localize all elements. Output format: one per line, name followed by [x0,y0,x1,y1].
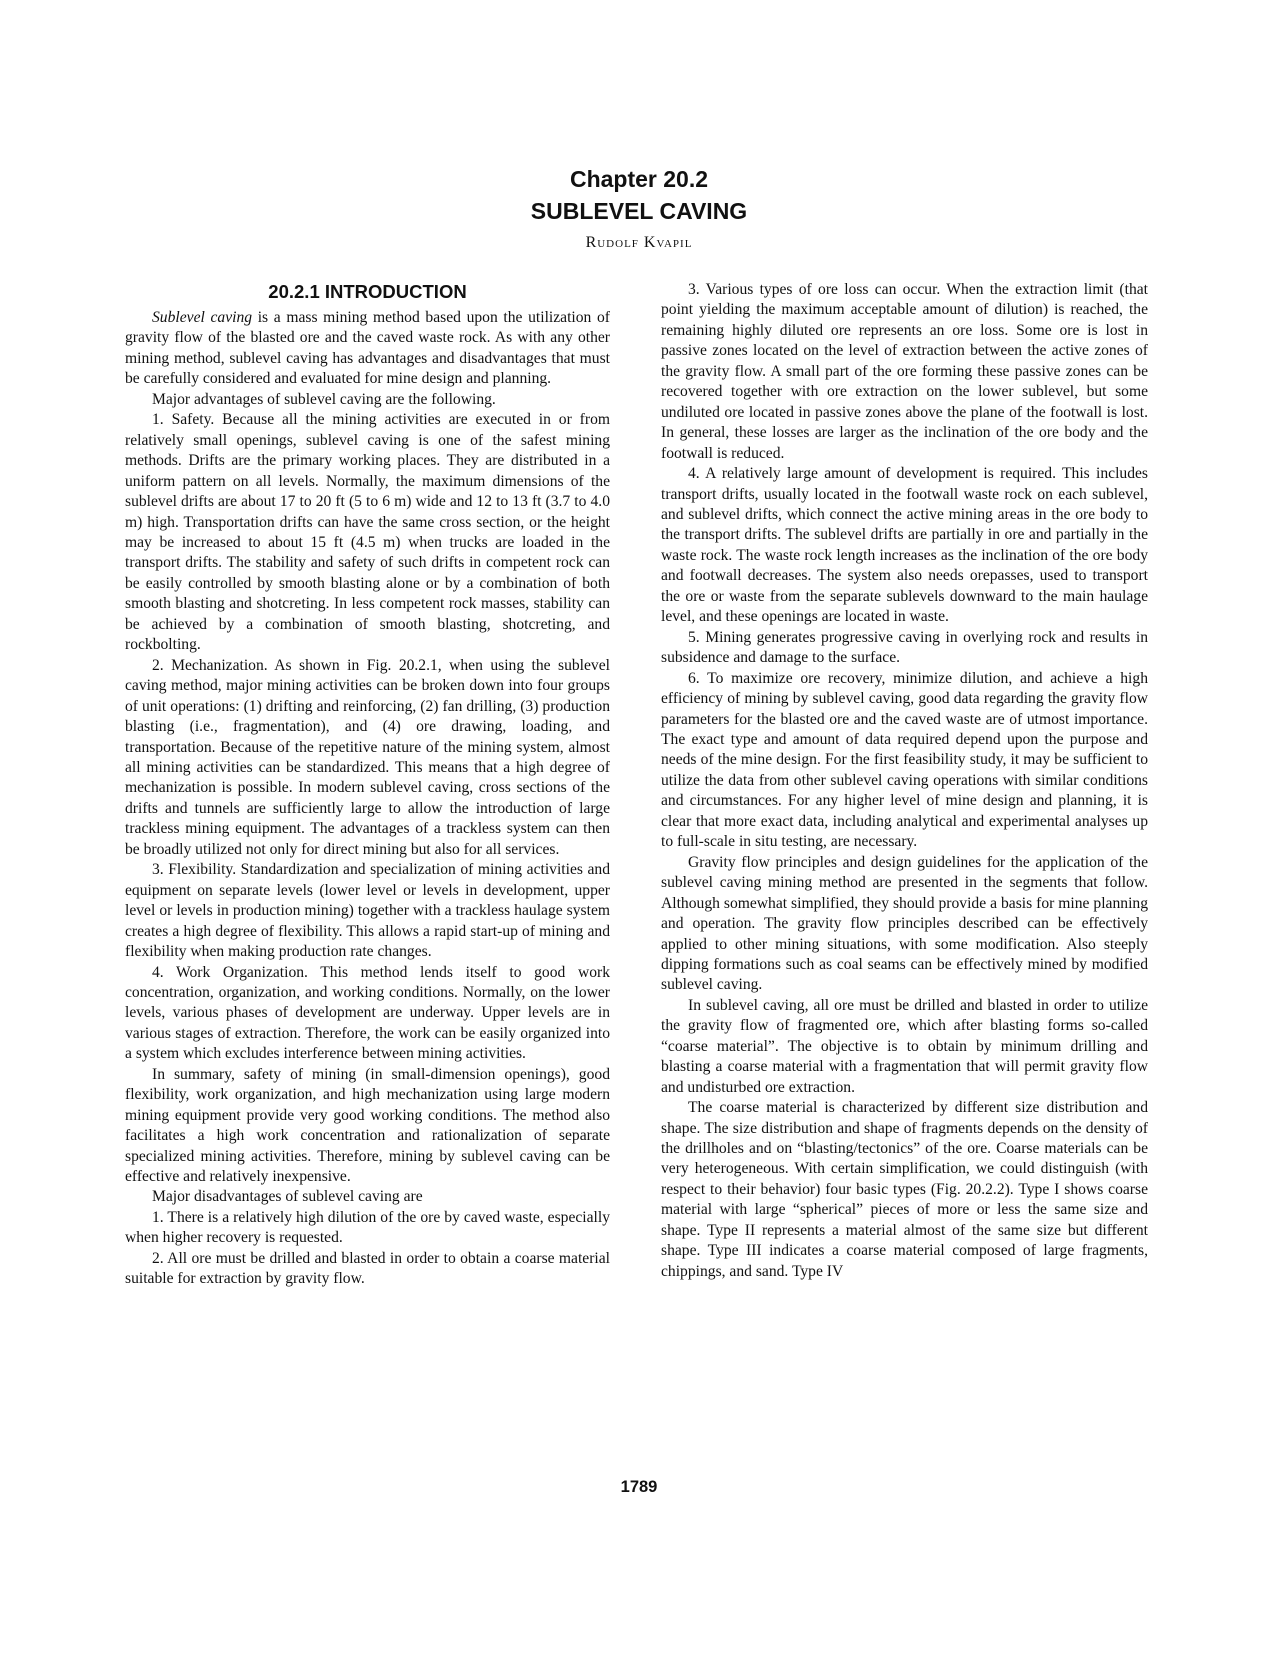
paragraph: 2. All ore must be drilled and blasted in order to obtain a coarse material suitable for extraction by gravity flow. [125,1249,610,1288]
page-number: 1789 [620,1478,658,1496]
section-heading: 20.2.1 INTRODUCTION [268,281,467,302]
paragraph: 5. Mining generates progressive caving in overlying rock and results in subsidence and damage to the surface. [661,628,1148,667]
paragraph: Major disadvantages of sublevel caving are [152,1188,423,1206]
paragraph: 2. Mechanization. As shown in Fig. 20.2.1, when using the sublevel caving method, major mining activities can be broken down into four groups of unit operations: (1) drifting and reinforcing, (2) fan drilling, (3) production blasting (i.e., fragmentation), and (4) ore drawing, loading, and transportation. Because of the repetitive nature of the mining system, almost all mining activities can be standardized. This means that a high degree of mechanization is possible. In modern sublevel caving, cross sections of the drifts and tunnels are sufficiently large to allow the introduction of large trackless mining equipment. The advantages of a trackless system can then be broadly utilized not only for direct mining but also for all services. [125,656,610,858]
paragraph: In summary, safety of mining (in small-dimension openings), good flexibility, work organization, and high mechanization using large modern mining equipment provide very good working conditions. The method also facilitates a high work concentration and rationalization of separate specialized mining activities. Therefore, mining by sublevel caving can be effective and relatively inexpensive. [125,1065,610,1186]
paragraph: Major advantages of sublevel caving are the following. [152,390,496,408]
left-column [125,280,610,1290]
paragraph: Gravity flow principles and design guidelines for the application of the sublevel caving mining method are presented in the segments that follow. Although somewhat simplified, they should provide a basis for mine planning and operation. The gravity flow principles described can be effectively applied to other mining situations, with some modification. Also steeply dipping formations such as coal seams can be effectively mined by modified sublevel caving. [661,853,1148,994]
chapter-label: Chapter 20.2 [569,166,709,192]
paragraph: 1. Safety. Because all the mining activities are executed in or from relatively small openings, sublevel caving is one of the safest mining methods. Drifts are the primary working places. They are distributed in a uniform pattern on all levels. Normally, the maximum dimensions of the sublevel drifts are about 17 to 20 ft (5 to 6 m) wide and 12 to 13 ft (3.7 to 4.0 m) high. Transportation drifts can have the same cross section, or the height may be increased to about 15 ft (4.5 m) when trucks are loaded in the transport drifts. The stability and safety of such drifts in competent rock can be easily controlled by smooth blasting alone or by a combination of both smooth blasting and shotcreting. In less competent rock masses, stability can be achieved by a combination of smooth blasting, shotcreting, and rockbolting. [125,411,610,654]
paragraph: In sublevel caving, all ore must be drilled and blasted in order to utilize the gravity flow of fragmented ore, which after blasting forms so-called “coarse material”. The objective is to obtain by minimum drilling and blasting a coarse material with a fragmentation that will permit gravity flow and undisturbed ore extraction. [661,996,1148,1096]
paragraph: 3. Flexibility. Standardization and specialization of mining activities and equipment on separate levels (lower level or levels in development, upper level or levels in production mining) together with a trackless haulage system creates a high degree of flexibility. This allows a rapid start-up of mining and flexibility when making production rate changes. [125,861,610,961]
paragraph: 1. There is a relatively high dilution of the ore by caved waste, especially when higher recovery is requested. [125,1208,610,1247]
paragraph: The coarse material is characterized by different size distribution and shape. The size distribution and shape of fragments depends on the density of the drillholes and on “blasting/tectonics” of the ore. Coarse materials can be very heterogeneous. With certain simplification, we could distinguish (with respect to their behavior) four basic types (Fig. 20.2.2). Type I shows coarse material with large “spherical” pieces of more or less the same size and shape. Type II represents a material almost of the same size but different shape. Type III indicates a coarse material composed of large fragments, chippings, and sand. Type IV [661,1099,1148,1280]
chapter-header [0,164,1278,252]
defined-term: Sublevel caving [152,309,253,326]
paragraph: 4. A relatively large amount of development is required. This includes transport drifts, usually located in the footwall waste rock on each sublevel, and sublevel drifts, which connect the active mining areas in the ore body to the transport drifts. The sublevel drifts are partially in ore and partially in the waste rock. The waste rock length increases as the inclination of the ore body and footwall decreases. The system also needs orepasses, used to transport the ore or waste from the separate sublevels downward to the main haulage level, and these openings are located in waste. [661,465,1148,626]
paragraph-text: is a mass mining method based upon the utilization of gravity flow of the blasted ore and the caved waste rock. As with any other mining method, sublevel caving has advantages and disadvantages that must be carefully considered and evaluated for mine design and planning. [125,309,610,388]
right-column [661,280,1148,1282]
author-name: Rudolf Kvapil [585,234,693,251]
paragraph: 4. Work Organization. This method lends itself to good work concentration, organization, and working conditions. Normally, on the lower levels, various phases of development are underway. Upper levels are in various stages of extraction. Therefore, the work can be easily organized into a system which excludes interference between mining activities. [125,963,610,1063]
paragraph: 3. Various types of ore loss can occur. When the extraction limit (that point yielding the maximum acceptable amount of dilution) is reached, the remaining highly diluted ore represents an ore loss. Some ore is lost in passive zones located on the level of extraction between the active zones of the gravity flow. A small part of the ore forming these passive zones can be recovered together with ore extraction on the lower sublevel, but some undiluted ore located in passive zones above the plane of the footwall is lost. In general, these losses are larger as the inclination of the ore body and the footwall is reduced. [661,281,1148,462]
paragraph: 6. To maximize ore recovery, minimize dilution, and achieve a high efficiency of mining by sublevel caving, good data regarding the gravity flow parameters for the blasted ore and the caved waste are of utmost importance. The exact type and amount of data required depend upon the purpose and needs of the mine design. For the first feasibility study, it may be sufficient to utilize the data from other sublevel caving operations with similar conditions and circumstances. For any higher level of mine design and planning, it is clear that more exact data, including analytical and experimental analyses up to full-scale in situ testing, are necessary. [661,669,1148,851]
chapter-title: SUBLEVEL CAVING [530,198,748,224]
paragraph [125,308,610,390]
